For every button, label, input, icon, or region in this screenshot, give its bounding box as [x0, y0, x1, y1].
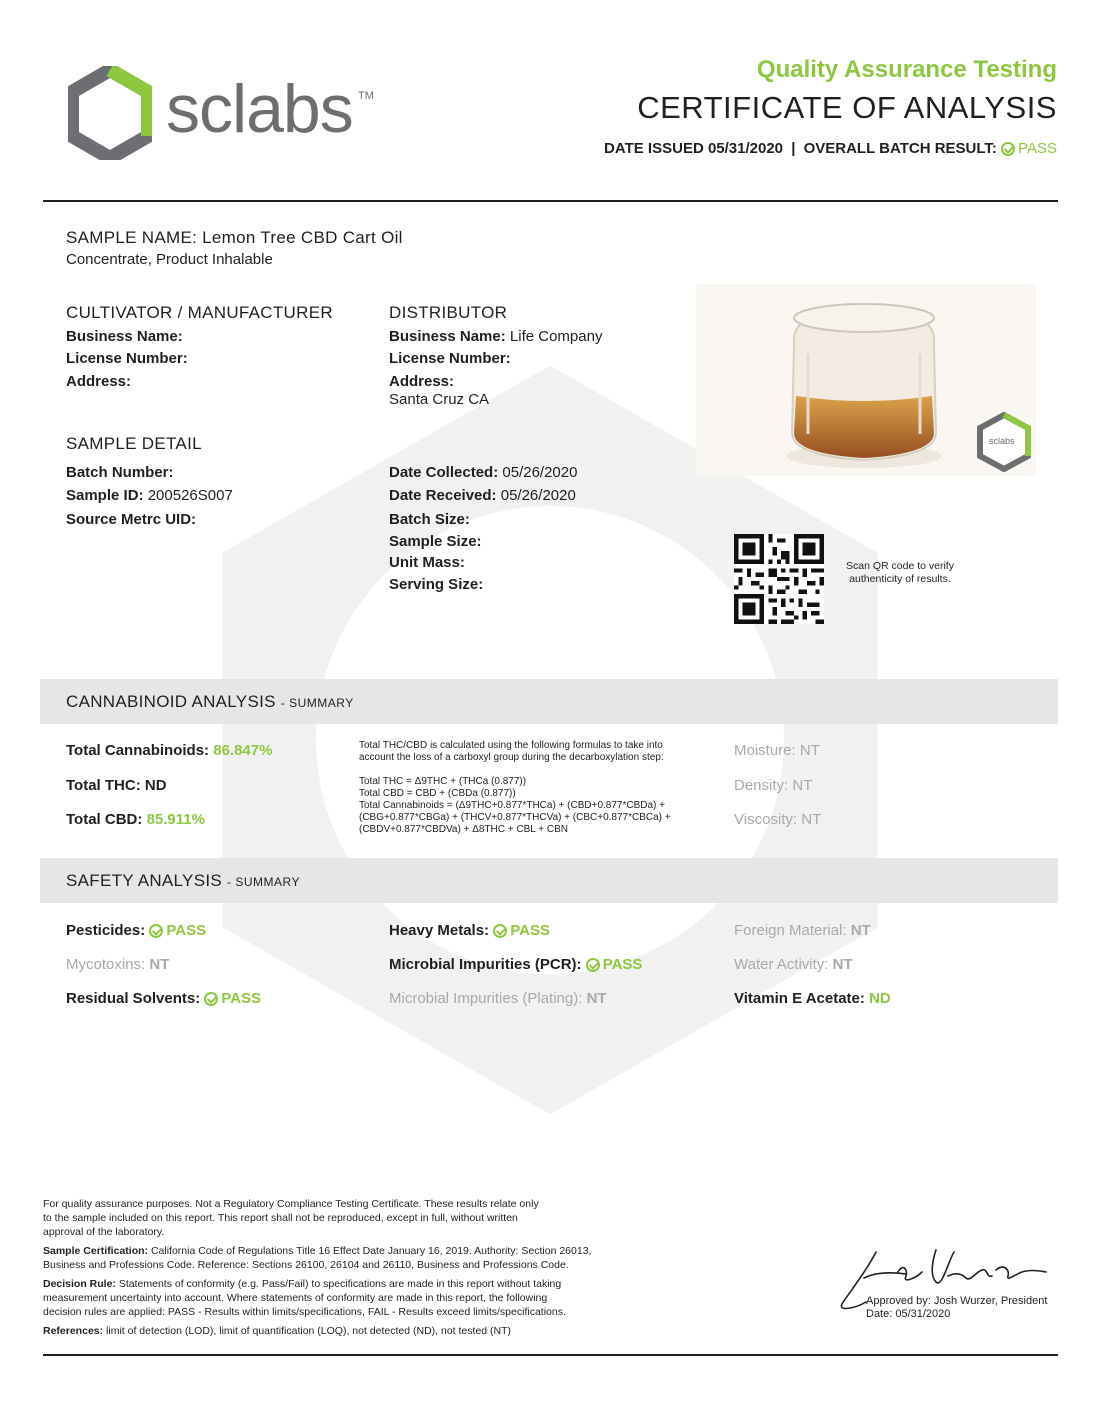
sample-name-value: Lemon Tree CBD Cart Oil	[202, 228, 403, 247]
formula-intro-line-1: Total THC/CBD is calculated using the following formulas to take into	[359, 740, 663, 751]
heavy-metals-label: Heavy Metals:	[389, 922, 490, 939]
date-collected	[389, 464, 577, 481]
formula-total-3: (CBDV+0.877*CBDVa) + Δ8THC + CBL + CBN	[359, 824, 568, 835]
decision-line-2: measurement uncertainty into account. Where statements of conformity are made in this report, the following	[43, 1292, 548, 1304]
serving-size-label: Serving Size:	[389, 576, 484, 593]
safety-heading-suffix: - SUMMARY	[227, 875, 300, 889]
residual-solvents-label: Residual Solvents:	[66, 990, 201, 1007]
approved-by: Approved by: Josh Wurzer, President	[866, 1295, 1048, 1307]
foreign-material	[734, 922, 871, 939]
date-received-value: 05/26/2020	[500, 487, 576, 504]
decision-line-3: decision rules are applied: PASS - Results within limits/specifications, FAIL - Results exceed limits/specifications.	[43, 1306, 566, 1318]
overall-result-label: OVERALL BATCH RESULT:	[803, 140, 997, 157]
certification-line-1	[43, 1244, 663, 1258]
certification-line-2: Business and Professions Code. Reference: Sections 26100, 26104 and 26110, Business and Professions Code.	[43, 1259, 569, 1271]
references-text: limit of detection (LOD), limit of quantification (LOQ), not detected (ND), not tested (NT)	[106, 1325, 512, 1337]
decision-line-1	[43, 1277, 663, 1291]
pass-check-icon	[1001, 142, 1015, 156]
date-issued-label: DATE ISSUED	[604, 140, 704, 157]
sample-id-value: 200526S007	[147, 487, 233, 504]
cannabinoid-heading: CANNABINOID ANALYSIS	[66, 692, 276, 711]
mycotoxins	[66, 956, 169, 973]
residual-solvents-value: PASS	[221, 990, 262, 1007]
distributor-business-name	[389, 328, 602, 345]
brand-tm: TM	[358, 90, 374, 102]
distributor-license-label: License Number:	[389, 350, 511, 367]
product-photo	[696, 284, 1036, 476]
microbial-pcr-label: Microbial Impurities (PCR):	[389, 956, 582, 973]
water-activity	[734, 956, 853, 973]
batch-number-label: Batch Number:	[66, 464, 174, 481]
separator: |	[791, 140, 796, 157]
date-issued-value: 05/31/2020	[707, 140, 784, 157]
issue-line	[604, 140, 1057, 157]
distributor-address-value: Santa Cruz CA	[389, 391, 490, 408]
references-label: References:	[43, 1325, 104, 1337]
disclaimer-line-1: For quality assurance purposes. Not a Regulatory Compliance Testing Certificate. These results relate only	[43, 1198, 539, 1210]
approved-date: Date: 05/31/2020	[866, 1308, 951, 1320]
references-line	[43, 1324, 663, 1338]
qr-code-icon[interactable]	[734, 534, 824, 624]
total-cbd-value: 85.911%	[146, 811, 205, 828]
moisture-value: NT	[799, 742, 820, 759]
moisture	[734, 742, 820, 759]
cultivator-heading: CULTIVATOR / MANUFACTURER	[66, 303, 333, 322]
qa-title: Quality Assurance Testing	[756, 56, 1057, 83]
distributor-business-name-label: Business Name:	[389, 328, 506, 345]
safety-heading: SAFETY ANALYSIS	[66, 871, 222, 890]
cannabinoid-heading-suffix: - SUMMARY	[280, 696, 354, 710]
cultivator-business-name-label: Business Name:	[66, 328, 183, 345]
total-cannabinoids-label: Total Cannabinoids:	[66, 742, 210, 759]
vitamin-e-acetate	[734, 990, 891, 1007]
approval-block	[866, 1295, 1047, 1321]
total-thc	[66, 777, 167, 794]
cultivator-license-label: License Number:	[66, 350, 188, 367]
total-cbd	[66, 811, 205, 828]
safety-analysis-title	[66, 871, 300, 891]
total-cannabinoids-value: 86.847%	[213, 742, 273, 759]
microbial-pcr	[389, 956, 642, 973]
formula-intro	[359, 740, 664, 764]
sample-id-label: Sample ID:	[66, 487, 144, 504]
mycotoxins-value: NT	[149, 956, 170, 973]
heavy-metals-value: PASS	[510, 922, 550, 939]
distributor-business-name-value: Life Company	[509, 328, 603, 345]
source-metrc-label: Source Metrc UID:	[66, 511, 197, 528]
qr-note-line-1: Scan QR code to verify	[846, 560, 954, 572]
sample-size-label: Sample Size:	[389, 533, 482, 550]
heavy-metals	[389, 922, 550, 939]
disclaimer-line-3: approval of the laboratory.	[43, 1226, 165, 1238]
cannabinoid-analysis-title	[66, 692, 354, 712]
vitamin-e-acetate-value: ND	[869, 990, 891, 1007]
sclabs-logo	[68, 66, 388, 162]
microbial-pcr-value: PASS	[602, 956, 643, 973]
disclaimer-line-2: to the sample included on this report. This report shall not be reproduced, except in full, without written	[43, 1212, 518, 1224]
sample-id	[66, 487, 233, 504]
density-label: Density:	[734, 777, 789, 794]
pass-check-icon	[493, 924, 507, 938]
certification-text: California Code of Regulations Title 16 Effect Date January 16, 2019. Authority: Section 26013,	[150, 1245, 592, 1257]
pass-check-icon	[149, 924, 163, 938]
total-thc-value: ND	[144, 777, 167, 794]
header-divider	[43, 200, 1058, 202]
date-collected-label: Date Collected:	[389, 464, 499, 481]
formulas	[359, 776, 671, 836]
total-cbd-label: Total CBD:	[66, 811, 143, 828]
formula-total-1: Total Cannabinoids = (Δ9THC+0.877*THCa) + (CBD+0.877*CBDa) +	[359, 800, 665, 811]
microbial-plating	[389, 990, 607, 1007]
qr-note	[846, 560, 954, 586]
distributor-heading: DISTRIBUTOR	[389, 303, 508, 322]
sample-name-label: SAMPLE NAME:	[66, 228, 198, 247]
viscosity	[734, 811, 821, 828]
footer-text	[43, 1197, 663, 1338]
microbial-plating-value: NT	[586, 990, 607, 1007]
water-activity-label: Water Activity:	[734, 956, 829, 973]
photo-badge-text: sclabs	[989, 436, 1015, 446]
microbial-plating-label: Microbial Impurities (Plating):	[389, 990, 583, 1007]
unit-mass-label: Unit Mass:	[389, 554, 465, 571]
overall-result-value: PASS	[1018, 140, 1057, 157]
decision-text: Statements of conformity (e.g. Pass/Fail) to specifications are made in this report without taking	[118, 1278, 562, 1290]
formula-thc: Total THC = Δ9THC + (THCa (0.877))	[359, 776, 527, 787]
foreign-material-value: NT	[850, 922, 871, 939]
moisture-label: Moisture:	[734, 742, 796, 759]
date-received-label: Date Received:	[389, 487, 497, 504]
pesticides-value: PASS	[166, 922, 207, 939]
viscosity-label: Viscosity:	[734, 811, 798, 828]
distributor-address-label: Address:	[389, 373, 455, 390]
total-cannabinoids	[66, 742, 272, 759]
decision-label: Decision Rule:	[43, 1278, 116, 1290]
pass-check-icon	[204, 992, 218, 1006]
water-activity-value: NT	[832, 956, 853, 973]
formula-cbd: Total CBD = CBD + (CBDa (0.877))	[359, 788, 516, 799]
qr-note-line-2: authenticity of results.	[849, 573, 951, 585]
certification-label: Sample Certification:	[43, 1245, 149, 1257]
pesticides-label: Pesticides:	[66, 922, 146, 939]
footer-divider	[43, 1354, 1058, 1356]
density-value: NT	[792, 777, 813, 794]
density	[734, 777, 812, 794]
sample-category: Concentrate, Product Inhalable	[66, 251, 273, 268]
batch-size-label: Batch Size:	[389, 511, 470, 528]
document-title: CERTIFICATE OF ANALYSIS	[637, 90, 1057, 125]
cultivator-address-label: Address:	[66, 373, 132, 390]
vitamin-e-acetate-label: Vitamin E Acetate:	[734, 990, 865, 1007]
residual-solvents	[66, 990, 261, 1007]
pesticides	[66, 922, 206, 939]
sample-name-line	[66, 228, 403, 248]
total-thc-label: Total THC:	[66, 777, 141, 794]
sclabs-hexagon-icon	[68, 66, 152, 160]
date-collected-value: 05/26/2020	[502, 464, 578, 481]
pass-check-icon	[586, 958, 600, 972]
viscosity-value: NT	[801, 811, 822, 828]
safety-analysis-band	[40, 858, 1058, 903]
mycotoxins-label: Mycotoxins:	[66, 956, 146, 973]
formula-intro-line-2: account the loss of a carboxyl group during the decarboxylation step:	[359, 752, 664, 763]
foreign-material-label: Foreign Material:	[734, 922, 847, 939]
cannabinoid-analysis-band	[40, 679, 1058, 724]
date-received	[389, 487, 576, 504]
brand-name: sclabs	[166, 71, 353, 147]
sample-detail-heading: SAMPLE DETAIL	[66, 434, 202, 453]
formula-total-2: (CBG+0.877*CBGa) + (THCV+0.877*THCVa) + (CBC+0.877*CBCa) +	[359, 812, 671, 823]
